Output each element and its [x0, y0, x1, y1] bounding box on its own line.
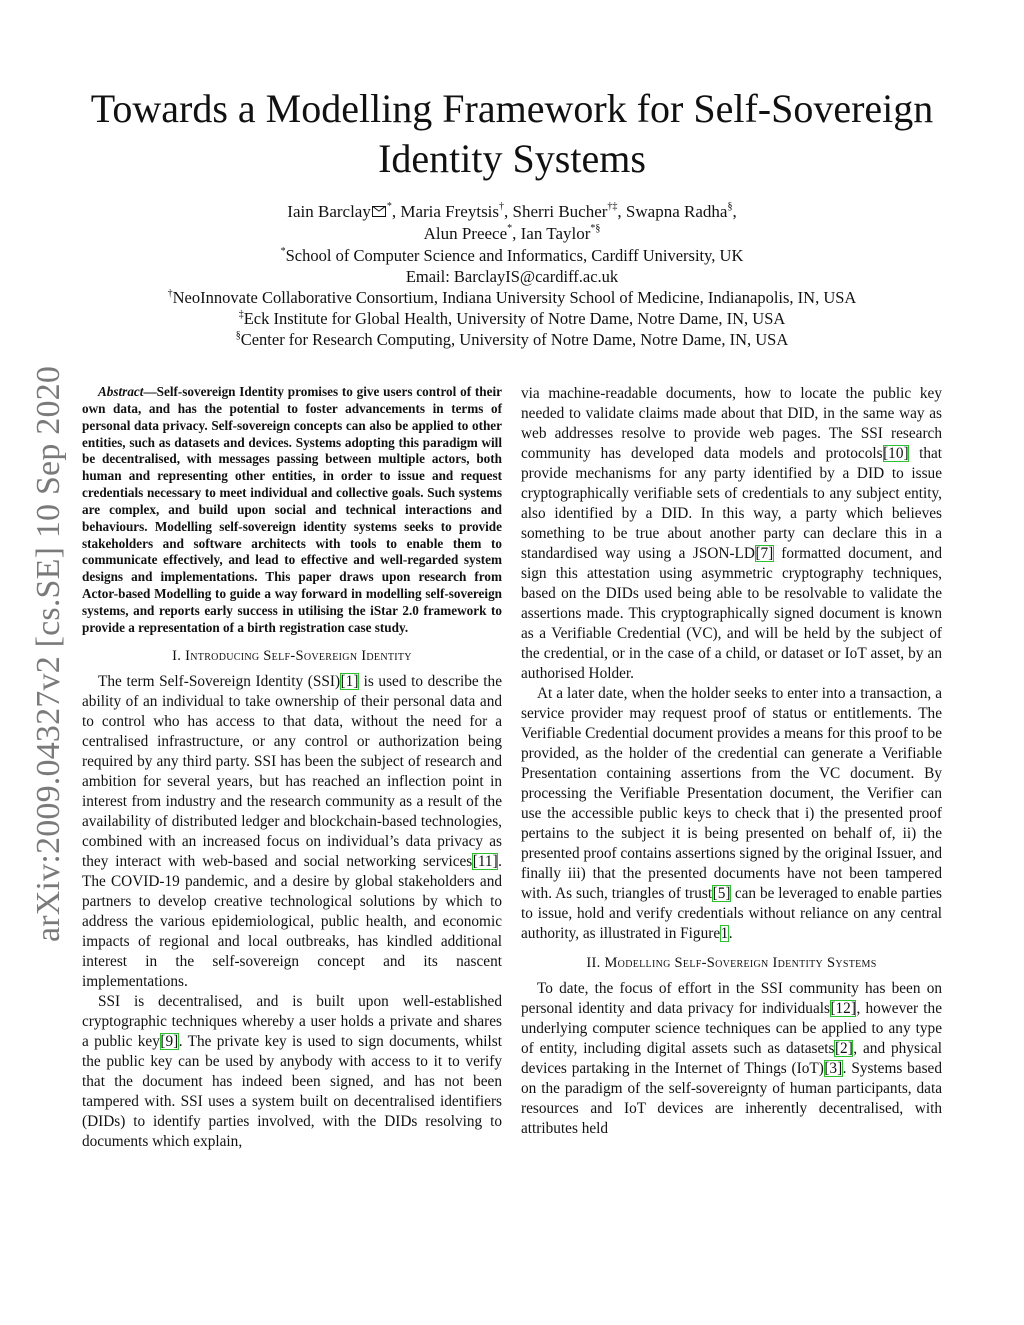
- author-name: Iain Barclay: [287, 202, 371, 221]
- envelope-icon: [372, 206, 386, 217]
- section-2-paragraph-1: To date, the focus of effort in the SSI community has been on personal identity and data privacy for individuals[12], however the underlying computer science techniques can be applied to any type of entity, including digital assets such as datasets[2], and physical devices partaking in the Internet of Things (IoT)[3]. Systems based on the paradigm of the self-sovereignty of human participants, data resources and IoT devices are inherently decentralised, with attributes held: [521, 980, 942, 1137]
- abstract-label: Abstract: [98, 384, 144, 399]
- section-1-paragraph-2: SSI is decentralised, and is built upon well-established cryptographic techniques whereby a user holds a private and shares a public key[9]. The private key is used to sign documents, whilst the public key can be used by anybody with access to it to verify that the document has indeed been signed, and has not been tampered with. SSI uses a system built on decentralised identifiers (DIDs) to identify parties involved, with the DIDs resolving to documents which explain,: [82, 992, 502, 1150]
- author-block: [60, 201, 964, 350]
- left-column: [82, 384, 502, 1152]
- citation-link[interactable]: [1]: [340, 672, 359, 690]
- citation-link[interactable]: [3]: [824, 1060, 843, 1077]
- title-line-2: Identity Systems: [378, 136, 646, 181]
- right-paragraph-2: At a later date, when the holder seeks to enter into a transaction, a service provider may request proof of status or entitlements. The Verifiable Credential document provides a means for this proof to be provided, as the holder of the credential can generate a Verifiable Presentation containing assertions from the VC document. By processing the Verifiable Presentation document, the Verifier can use the accessible public keys to check that i) the presented proof pertains to the subject it is being presented on behalf of, ii) the presented proof contains assertions signed by the original Issuer, and finally iii) that the presented documents have not been tampered with. As such, triangles of trust[5] can be leveraged to enable parties to issue, hold and verify credentials without reliance on any central authority, as illustrated in Figure1.: [521, 685, 942, 942]
- contact-email: Email: BarclayIS@cardiff.ac.uk: [405, 267, 619, 286]
- section-1-heading: I. Introducing Self-Sovereign Identity: [172, 647, 412, 664]
- author-name: Alun Preece: [423, 224, 508, 243]
- section-2-heading: II. Modelling Self-Sovereign Identity Systems: [586, 955, 877, 971]
- citation-link[interactable]: [5]: [712, 885, 731, 902]
- right-column: [521, 384, 942, 1139]
- title-line-1: Towards a Modelling Framework for Self-Sovereign: [90, 86, 934, 131]
- citation-link[interactable]: [10]: [883, 445, 909, 462]
- affiliation-1: *School of Computer Science and Informatics, Cardiff University, UK: [280, 245, 744, 265]
- affiliation-2: †NeoInnovate Collaborative Consortium, Indiana University School of Medicine, Indianapolis, IN, USA: [167, 287, 857, 307]
- author-name: , Sherri Bucher: [504, 202, 608, 221]
- author-line-2: Alun Preece*, Ian Taylor*§: [423, 223, 601, 243]
- arxiv-side-stamp: [28, 362, 70, 946]
- abstract-text: —Self-sovereign Identity promises to give users control of their own data, and has the potential to foster advancements in terms of personal data privacy. Self-sovereign concepts can also be applied to other entities, such as datasets and devices. Systems adopting this paradigm will be decentralised, with messages passing between multiple actors, both human and representing other entities, in order to issue and request credentials necessary to meet individual and collective goals. Such systems are complex, and build upon social and technical interactions and behaviours. Modelling self-sovereign identity systems seeks to provide stakeholders and software architects with tools to enable them to communicate effectively, and lead to effective and well-regarded system designs and implementations. This paper draws upon research from Actor-based Modelling to guide a way forward in modelling self-sovereign systems, and reports early success in utilising the iStar 2.0 framework to provide a representation of a birth registration case study.: [82, 384, 502, 635]
- citation-link[interactable]: [2]: [834, 1040, 853, 1057]
- citation-link[interactable]: [11]: [472, 852, 498, 870]
- author-name: , Swapna Radha: [617, 202, 728, 221]
- affiliation-3: ‡Eck Institute for Global Health, University of Notre Dame, Notre Dame, IN, USA: [238, 308, 786, 328]
- author-name: , Ian Taylor: [512, 224, 591, 243]
- author-line-1: Iain Barclay *, Maria Freytsis†, Sherri Bucher†‡, Swapna Radha§,: [287, 201, 737, 221]
- abstract: [82, 384, 502, 637]
- citation-link[interactable]: [12]: [830, 1000, 856, 1017]
- paper-title: [60, 84, 964, 184]
- section-1-paragraph-1: The term Self-Sovereign Identity (SSI)[1] is used to describe the ability of an individual to take ownership of their personal data and to control who has access to that data, without the need for a centralised infrastructure, or any control or authorization being required by any third party. SSI has been the subject of research and ambition for several years, but has reached an inflection point in interest from industry and the research community as a result of the availability of distributed ledger and blockchain-based technologies, combined with an increased focus on individual’s data privacy as they interact with web-based and social networking services[11]. The COVID-19 pandemic, and a desire by global stakeholders and partners to develop creative technological solutions by which to address the various epidemiological, public health, and economic impacts of regional and local outbreaks, has kindled additional interest in the self-sovereign concept and its nascent implementations.: [82, 672, 502, 990]
- citation-link[interactable]: [9]: [160, 1032, 179, 1050]
- figure-link[interactable]: 1: [720, 925, 729, 942]
- author-name: , Maria Freytsis: [391, 202, 500, 221]
- affiliation-4: §Center for Research Computing, University of Notre Dame, Notre Dame, IN, USA: [235, 329, 789, 349]
- arxiv-identifier: arXiv:2009.04327v2 [cs.SE] 10 Sep 2020: [30, 365, 68, 943]
- citation-link[interactable]: [7]: [755, 545, 774, 562]
- right-paragraph-1: via machine-readable documents, how to locate the public key needed to validate claims made about that DID, in the same way as web addresses resolve to provide web pages. The SSI research community has developed data models and protocols[10] that provide mechanisms for any party identified by a DID to issue cryptographically verifiable sets of credentials to any subject entity, also identified by a DID. In this way, a party which believes something to be true about another party can declare this in a standardised way using a JSON-LD[7] formatted document, and sign this attestation using asymmetric cryptography techniques, based on the DIDs used being able to be resolvable to validate the assertions made. This cryptographically signed document is known as a Verifiable Credential (VC), and will be held by the subject of the credential, or in the case of a child, or dataset or IoT asset, by an authorised Holder.: [521, 385, 943, 682]
